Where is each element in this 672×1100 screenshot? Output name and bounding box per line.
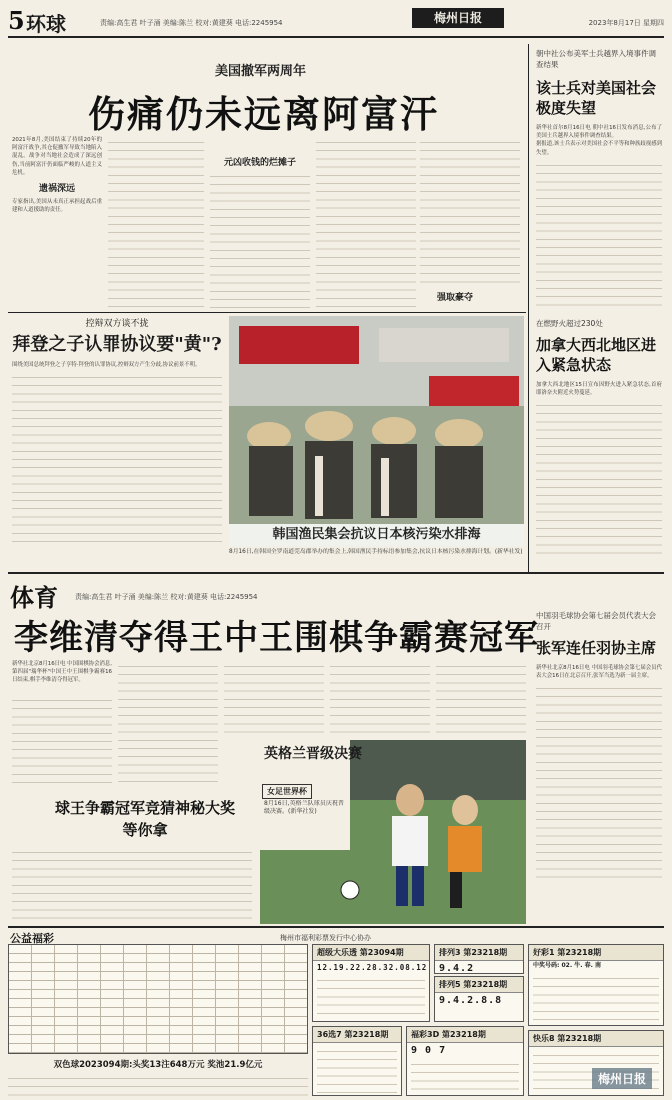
lead-body-text [420,136,520,286]
story-body-text [536,682,662,882]
prize-table [317,974,425,1014]
story-kicker: 在燃野火超过230处 [536,319,603,328]
protest-illustration [229,316,524,546]
sports-body-text [330,660,430,738]
lead-headline: 伤痛仍未远离阿富汗 [88,92,439,136]
sports-body-text [118,660,218,784]
watermark-logo: 梅州日报 [592,1068,652,1089]
story-kicker: 朝中社公布美军士兵越界入境事件调查结果 [536,49,656,69]
lead-body-text [210,170,310,308]
lead-body-text [316,136,416,308]
lead-body-text [108,136,204,308]
story-kicker: 中国羽毛球协会第七届会员代表大会召开 [536,611,656,631]
canada-story [536,318,662,559]
inset-headline: 英格兰晋级决赛 [264,746,362,762]
story-headline: 该士兵对美国社会极度失望 [536,79,657,117]
story-body-text [536,399,662,559]
photo-caption: 8月16日,在韩国全罗南道莞岛郡举办的集会上,韩国渔民手持标语参加集会,抗议日本核污染水排海计划。(新华社发) [229,549,523,555]
lottery-box-p3 [434,944,524,974]
inset-caption: 8月16日,英格兰队球员庆祝晋级决赛。(新华社发) [264,800,344,816]
quiz-headline: 球王争霸冠军竞猜神秘大奖等你拿 [54,799,235,839]
section-rule [8,312,526,313]
sports-section-label: 体育 [10,584,58,612]
lottery-box-title: 排列3 第23218期 [435,945,523,961]
sports-body-text [12,694,112,784]
lottery-numbers: 12.19.22.28.32.08.12 [317,963,428,972]
fishermen-protest-photo [229,316,524,546]
sports-headline: 李维清夺得王中王围棋争霸赛冠军 [14,618,539,658]
lottery-box-title: 36选7 第23218期 [313,1027,401,1043]
lead-subhead: 元凶收钱的烂摊子 [223,158,296,168]
story-headline: 拜登之子认罪协议要"黄"? [12,334,222,355]
sports-body-text [436,660,526,738]
lottery-grid [9,945,307,1053]
newspaper-logo: 梅州日报 [412,8,504,28]
lottery-box-p5 [434,976,524,1022]
story-body-text [536,159,662,309]
sports-paragraph: 新华社北京8月16日电 中国围棋协会消息,第四届"瑞华杯"中国王中王围棋争霸赛16日结束,棋手李维清夺得冠军。 [12,661,112,684]
lottery-box-title: 好彩1 第23218期 [529,945,663,961]
story-paragraph: 加拿大西北地区15日宣布因野火进入紧急状态,首府耶洛奈夫附近火势蔓延。 [536,382,662,397]
lottery-box-title: 超级大乐透 第23094期 [313,945,429,961]
prize-table [411,1058,519,1090]
lead-kicker: 美国撤军两周年 [215,64,307,79]
story-paragraph: 据报道,该士兵表示对美国社会不平等和种族歧视感到失望。 [536,141,662,156]
lottery-notes [8,1072,308,1096]
page-number: 5 [8,6,25,35]
section-title: 环球 [26,12,66,36]
prize-table [533,972,659,1022]
editor-credits: 责编:高生君 叶子涌 美编:陈兰 校对:黄建葵 电话:2245954 [100,19,283,27]
biden-story [12,316,222,547]
lottery-box-dlt [312,944,430,1022]
story-paragraph: 新华社首尔8月16日电 朝中社16日发布消息,公布了美国士兵越界入境事件调查结果。 [536,125,662,140]
story-body-text [12,371,222,547]
story-paragraph: 围绕美国总统拜登之子亨特·拜登的认罪协议,控辩双方产生分歧,协议前景不明。 [12,362,201,368]
section-rule [8,572,664,574]
lottery-numbers: 9.4.2.8.8 [439,995,503,1006]
england-photo [260,740,526,924]
lottery-box-title: 快乐8 第23218期 [529,1031,663,1047]
lead-paragraph: 专家指出,美国从未真正承担起战后重建和人道援助的责任。 [12,199,102,214]
lottery-numbers: 9.4.2 [439,963,475,974]
badminton-story [536,610,662,882]
lottery-title: 公益福彩 [10,932,54,945]
photo-caption-title: 韩国渔民集会抗议日本核污染水排海 [229,524,524,546]
double-ball-result: 双色球2023094期:头奖13注648万元 奖池21.9亿元 [53,1060,263,1070]
story-headline: 张军连任羽协主席 [536,639,657,657]
lead-paragraph: 2021年8月,美国结束了持续20年的阿富汗战争,其仓促撤军导致当地陷入混乱。战争对当地社会造成了深远创伤,当前阿富汗仍面临严峻的人道主义危机。 [12,137,102,176]
quiz-body-text [12,846,252,924]
lead-column-1 [12,136,102,306]
lottery-table [8,944,308,1054]
lottery-box-36x7 [312,1026,402,1096]
lottery-box-haocai [528,944,664,1026]
lottery-header: 梅州市福利彩票发行中心协办 [280,934,371,942]
section-rule [8,926,664,928]
lottery-numbers: 9 0 7 [411,1045,447,1056]
lead-subhead: 遗祸深远 [38,184,75,195]
masthead [8,4,664,38]
prize-table [317,1045,397,1095]
story-headline: 加拿大西北地区进入紧急状态 [536,336,657,374]
lottery-box-title: 排列5 第23218期 [435,977,523,993]
story-kicker: 控辩双方谈不拢 [85,319,149,329]
issue-date: 2023年8月17日 星期四 [588,19,664,27]
lottery-line: 中奖号码: 02. 牛. 春. 南 [533,962,601,969]
sports-editor-credits: 责编:高生君 叶子涌 美编:陈兰 校对:黄建葵 电话:2245954 [75,593,258,601]
lottery-box-title: 福彩3D 第23218期 [407,1027,523,1043]
lottery-box-3d [406,1026,524,1096]
sports-body-text [224,660,324,738]
football-illustration [260,740,526,924]
right-story [536,48,662,309]
column-divider [528,44,529,574]
story-paragraph: 新华社北京8月16日电 中国羽毛球协会第七届会员代表大会16日在北京召开,张军当选为新一届主席。 [536,665,662,680]
world-cup-badge: 女足世界杯 [262,784,312,799]
lead-subhead: 强取豪夺 [436,293,473,303]
